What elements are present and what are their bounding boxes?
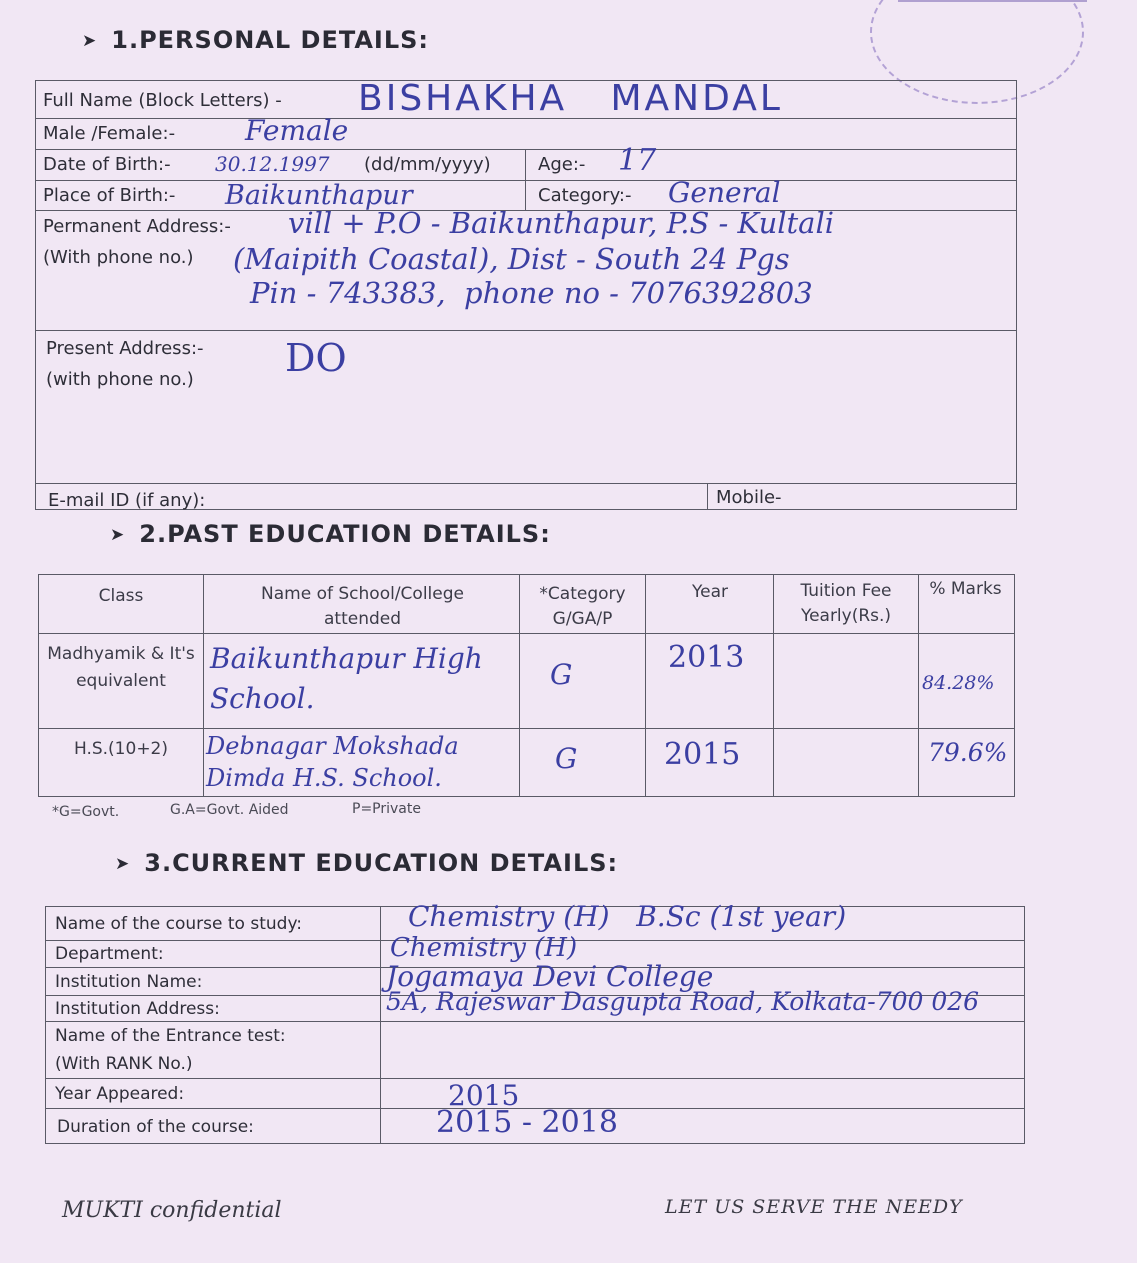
- permanent-address-sublabel: (With phone no.): [43, 247, 194, 268]
- category-legend-aided: G.A=Govt. Aided: [170, 802, 289, 818]
- section-heading-current-education: ➤ 3.CURRENT EDUCATION DETAILS:: [115, 849, 619, 877]
- duration-label: Duration of the course:: [57, 1117, 254, 1137]
- course-value: Chemistry (H) B.Sc (1st year): [408, 900, 847, 933]
- col-header-marks: % Marks: [929, 579, 1002, 599]
- arrow-icon: ➤: [115, 854, 131, 874]
- institution-name-value: Jogamaya Devi College: [386, 960, 714, 993]
- full-name-label: Full Name (Block Letters) -: [43, 90, 282, 111]
- col-header-school: Name of School/College attended: [261, 584, 464, 629]
- mobile-label: Mobile-: [716, 487, 782, 508]
- year-appeared-label: Year Appeared:: [55, 1084, 185, 1104]
- entrance-test-sublabel: (With RANK No.): [55, 1054, 193, 1074]
- row1-class: Madhyamik & It's equivalent: [47, 644, 195, 691]
- pob-value: Baikunthapur: [225, 180, 413, 211]
- present-address-label: Present Address:-: [46, 338, 204, 359]
- footer-confidential: MUKTI confidential: [62, 1198, 282, 1223]
- col-header-class: Class: [98, 586, 144, 606]
- full-name-value: BISHAKHA MANDAL: [358, 78, 783, 119]
- row2-category: G: [555, 742, 578, 775]
- arrow-icon: ➤: [110, 525, 126, 545]
- permanent-address-line1: vill + P.O - Baikunthapur, P.S - Kultali: [288, 206, 835, 240]
- institution-address-label: Institution Address:: [55, 999, 220, 1019]
- duration-value: 2015 - 2018: [436, 1105, 618, 1140]
- email-label: E-mail ID (if any):: [48, 490, 206, 511]
- category-legend-govt: *G=Govt.: [52, 804, 120, 820]
- section-heading-past-education: ➤ 2.PAST EDUCATION DETAILS:: [110, 520, 551, 548]
- category-label: Category:-: [538, 185, 632, 206]
- arrow-icon: ➤: [82, 31, 98, 51]
- age-label: Age:-: [538, 154, 586, 175]
- permanent-address-line2: (Maipith Coastal), Dist - South 24 Pgs: [233, 242, 790, 276]
- row2-marks: 79.6%: [928, 738, 1008, 767]
- row2-class: H.S.(10+2): [73, 739, 169, 759]
- section-heading-personal: ➤ 1.PERSONAL DETAILS:: [82, 26, 430, 54]
- footer-motto: LET US SERVE THE NEEDY: [665, 1196, 963, 1218]
- row1-year: 2013: [668, 640, 745, 675]
- gender-label: Male /Female:-: [43, 123, 176, 144]
- entrance-test-label: Name of the Entrance test:: [55, 1026, 286, 1046]
- department-label: Department:: [55, 944, 164, 964]
- year-appeared-value: 2015: [448, 1079, 520, 1112]
- department-value: Chemistry (H): [390, 933, 578, 963]
- permanent-address-line3: Pin - 743383, phone no - 7076392803: [250, 276, 813, 310]
- col-header-category: *Category G/GA/P: [539, 584, 626, 629]
- row1-marks: 84.28%: [922, 672, 995, 694]
- permanent-address-label: Permanent Address:-: [43, 216, 231, 237]
- institution-address-value: 5A, Rajeswar Dasgupta Road, Kolkata-700 026: [386, 987, 980, 1016]
- gender-value: Female: [245, 114, 349, 147]
- dob-label: Date of Birth:-: [43, 154, 171, 175]
- age-value: 17: [618, 143, 657, 178]
- category-legend-private: P=Private: [352, 801, 421, 817]
- institution-name-label: Institution Name:: [55, 972, 203, 992]
- row2-school: Debnagar Mokshada Dimda H.S. School.: [206, 732, 459, 792]
- category-value: General: [668, 176, 781, 209]
- present-address-value: DO: [285, 336, 347, 380]
- row1-school: Baikunthapur High School.: [210, 642, 483, 715]
- present-address-sublabel: (with phone no.): [46, 369, 194, 390]
- course-label: Name of the course to study:: [55, 914, 302, 934]
- dob-format: (dd/mm/yyyy): [364, 154, 491, 175]
- row1-category: G: [550, 658, 573, 691]
- dob-value: 30.12.1997: [215, 152, 330, 176]
- row2-year: 2015: [664, 737, 741, 772]
- pob-label: Place of Birth:-: [43, 185, 176, 206]
- col-header-year: Year: [692, 582, 728, 602]
- col-header-fee: Tuition Fee Yearly(Rs.): [800, 581, 892, 626]
